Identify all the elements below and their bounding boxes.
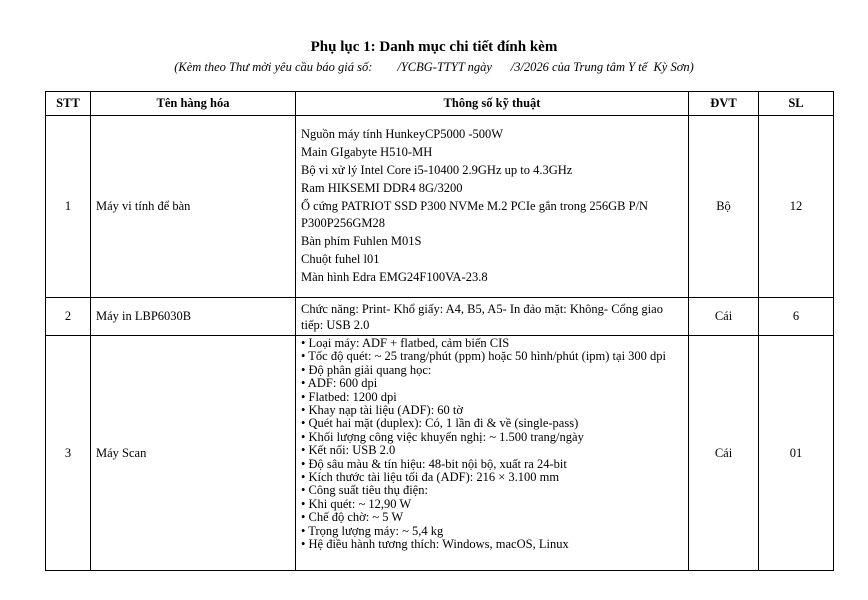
row-spec <box>296 116 689 298</box>
spec-line: • Hệ điều hành tương thích: Windows, macOS, Linux <box>301 537 569 552</box>
row-stt: 2 <box>46 298 91 336</box>
spec-line: Chuột fuhel l01 <box>301 251 380 266</box>
spec-line: Màn hình Edra EMG24F100VA-23.8 <box>301 269 488 284</box>
item-table <box>45 91 834 571</box>
spec-line: • ADF: 600 dpi <box>301 376 378 391</box>
spec-line: Bàn phím Fuhlen M01S <box>301 234 422 249</box>
spec-line: Ram HIKSEMI DDR4 8G/3200 <box>301 180 463 195</box>
page-title: Phụ lục 1: Danh mục chi tiết đính kèm <box>310 39 558 55</box>
table-row <box>46 298 834 336</box>
spec-line: • Khay nạp tài liệu (ADF): 60 tờ <box>301 403 463 418</box>
row-stt: 1 <box>46 116 91 298</box>
spec-line: • Độ phân giải quang học: <box>301 362 432 377</box>
spec-line: Bộ vi xử lý Intel Core i5-10400 2.9GHz up to 4.3GHz <box>301 163 573 177</box>
table-header-row <box>46 92 834 116</box>
row-stt: 3 <box>46 336 91 571</box>
row-unit: Bộ <box>689 116 759 298</box>
spec-line: • Loại máy: ADF + flatbed, cảm biến CIS <box>301 336 510 350</box>
spec-line: • Khi quét: ~ 12,90 W <box>301 496 412 511</box>
spec-line: tiếp: USB 2.0 <box>301 317 370 332</box>
col-header-name: Tên hàng hóa <box>91 92 296 116</box>
page-subtitle: (Kèm theo Thư mời yêu cầu báo giá số: /YCBG-TTYT ngày /3/2026 của Trung tâm Y tế Kỳ Sơn) <box>174 60 694 74</box>
row-unit: Cái <box>689 298 759 336</box>
spec-line: Nguồn máy tính HunkeyCP5000 -500W <box>301 127 504 142</box>
spec-line: Chức năng: Print- Khổ giấy: A4, B5, A5- In đảo mặt: Không- Cổng giao <box>301 301 663 316</box>
col-header-stt: STT <box>46 92 91 116</box>
spec-line: • Trọng lượng máy: ~ 5,4 kg <box>301 523 444 538</box>
row-name: Máy vi tính để bàn <box>91 116 296 298</box>
spec-line: P300P256GM28 <box>301 216 386 231</box>
spec-line: • Quét hai mặt (duplex): Có, 1 lần đi & về (single-pass) <box>301 416 579 431</box>
col-header-spec: Thông số kỹ thuật <box>296 92 689 116</box>
table-row <box>46 116 834 298</box>
row-qty: 6 <box>759 298 834 336</box>
spec-line: • Kích thước tài liệu tối đa (ADF): 216 × 3.100 mm <box>301 470 560 485</box>
row-spec <box>296 298 689 336</box>
spec-line: • Kết nối: USB 2.0 <box>301 443 396 458</box>
col-header-qty: SL <box>759 92 834 116</box>
table-row <box>46 336 834 571</box>
spec-line: • Độ sâu màu & tín hiệu: 48-bit nội bộ, xuất ra 24-bit <box>301 456 567 471</box>
spec-line: • Khối lượng công việc khuyến nghị: ~ 1.500 trang/ngày <box>301 429 584 444</box>
row-spec <box>296 336 689 571</box>
spec-line: • Công suất tiêu thụ điện: <box>301 483 428 498</box>
row-unit: Cái <box>689 336 759 571</box>
col-header-unit: ĐVT <box>689 92 759 116</box>
spec-line: • Chế độ chờ: ~ 5 W <box>301 510 404 525</box>
row-name: Máy Scan <box>91 336 296 571</box>
row-qty: 01 <box>759 336 834 571</box>
spec-line: Main GIgabyte H510-MH <box>301 145 433 160</box>
spec-line: • Flatbed: 1200 dpi <box>301 389 397 404</box>
spec-line: Ổ cứng PATRIOT SSD P300 NVMe M.2 PCIe gắn trong 256GB P/N <box>301 198 649 213</box>
row-qty: 12 <box>759 116 834 298</box>
spec-line: • Tốc độ quét: ~ 25 trang/phút (ppm) hoặc 50 hình/phút (ipm) tại 300 dpi <box>301 349 667 364</box>
row-name: Máy in LBP6030B <box>91 298 296 336</box>
